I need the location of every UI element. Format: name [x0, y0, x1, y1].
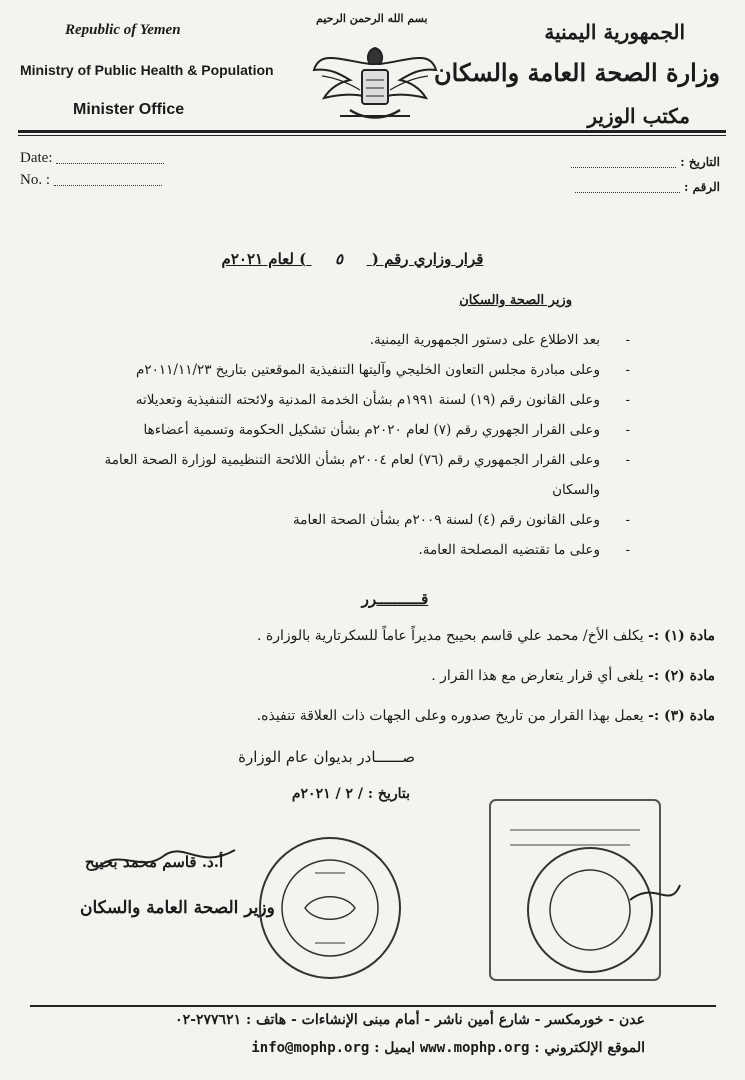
article-text: يعمل بهذا القرار من تاريخ صدوره وعلى الجهات ذات العلاقة تنفيذه. — [256, 708, 644, 724]
header-country-ar: الجمهورية اليمنية — [544, 20, 685, 44]
header-divider — [18, 130, 726, 133]
number-field-ar — [575, 180, 720, 194]
issued-at: صــــــادر بديوان عام الوزارة — [238, 748, 415, 766]
article-1 — [257, 628, 715, 644]
email-label: ايميل : — [374, 1040, 415, 1056]
number-field-en — [20, 172, 162, 189]
article-label: مادة (٢) :- — [648, 668, 715, 684]
yemen-eagle-emblem-icon — [310, 40, 440, 130]
decree-title-suffix: ) لعام ٢٠٢١م — [221, 250, 307, 268]
basmala: بسم الله الرحمن الرحيم — [316, 12, 428, 25]
decree-title-prefix: قرار وزاري رقم ( — [371, 250, 484, 268]
recital-item: - وعلى القرار الجمهوري رقم (٧٦) لعام ٢٠٠٤م بشأن اللائحة التنظيمية لوزارة الصحة العامة والسكان — [104, 452, 630, 498]
number-label-ar: الرقم : — [684, 180, 720, 194]
issuer-heading: وزير الصحة والسكان — [459, 293, 572, 308]
date-field-en — [20, 150, 164, 167]
header-divider-thin — [18, 135, 726, 136]
number-dotted-line — [54, 175, 162, 186]
date-ar-dotted-line — [571, 157, 676, 168]
header-office-en: Minister Office — [73, 101, 185, 118]
date-label-en: Date: — [20, 150, 53, 166]
header-ministry-en: Ministry of Public Health & Population — [20, 62, 274, 78]
recital-item: - بعد الاطلاع على دستور الجمهورية اليمنية. — [369, 332, 630, 348]
signatory-title: وزير الصحة العامة والسكان — [80, 898, 275, 918]
recital-item: - وعلى القانون رقم (٤) لسنة ٢٠٠٩م بشأن الصحة العامة — [292, 512, 630, 528]
website-label: الموقع الإلكتروني : — [534, 1040, 645, 1056]
email-link[interactable]: info@mophp.org — [251, 1040, 370, 1056]
footer-contacts — [251, 1040, 645, 1056]
office-stamp-icon — [480, 790, 690, 990]
decision-heading: قــــــــــرر — [361, 590, 429, 608]
recital-item: - وعلى القرار الجهوري رقم (٧) لعام ٢٠٢٠م بشأن تشكيل الحكومة وتسمية أعضاءها — [143, 422, 630, 438]
ministry-seal-stamp-icon — [255, 833, 405, 983]
recital-item: - وعلى ما تقتضيه المصلحة العامة. — [418, 542, 630, 558]
footer-divider — [30, 1005, 716, 1007]
date-dotted-line — [56, 153, 164, 164]
recitals-list — [60, 325, 630, 565]
header-office-ar: مكتب الوزير — [587, 104, 690, 128]
recital-item: - وعلى القانون رقم (١٩) لسنة ١٩٩١م بشأن الخدمة المدنية ولائحته التنفيذية وتعديلاته — [135, 392, 630, 408]
date-label-ar: التاريخ : — [680, 155, 720, 169]
decree-title — [220, 250, 485, 268]
article-text: يكلف الأخ/ محمد علي قاسم بحيبح مديراً عاماً للسكرتارية بالوزارة . — [256, 628, 644, 644]
article-2 — [431, 668, 715, 684]
number-ar-dotted-line — [575, 182, 680, 193]
header-country-en: Republic of Yemen — [65, 22, 181, 38]
article-text: يلغى أي قرار يتعارض مع هذا القرار . — [431, 668, 644, 684]
date-field-ar — [571, 155, 720, 169]
number-label-en: No. : — [20, 172, 50, 188]
article-3 — [257, 708, 715, 724]
issue-date: بتاريخ : / ٢ / ٢٠٢١م — [291, 786, 410, 802]
article-label: مادة (١) :- — [648, 628, 715, 644]
article-label: مادة (٣) :- — [648, 708, 715, 724]
signatory-name: أ.د. قاسم محمد بحيبح — [85, 853, 224, 871]
website-link[interactable]: www.mophp.org — [419, 1040, 530, 1056]
decree-number: ٥ — [335, 250, 344, 268]
recital-item: - وعلى مبادرة مجلس التعاون الخليجي وآليتها التنفيذية الموقعتين بتاريخ ٢٠١١/١١/٢٣م — [136, 362, 630, 378]
footer-address: عدن - خورمكسر - شارع أمين ناشر - أمام مبنى الإنشاءات - هاتف : ٢٧٧٦٢١-٠٢ — [175, 1012, 645, 1028]
handwritten-signature-icon — [90, 840, 240, 880]
header-ministry-ar: وزارة الصحة العامة والسكان — [434, 58, 720, 87]
